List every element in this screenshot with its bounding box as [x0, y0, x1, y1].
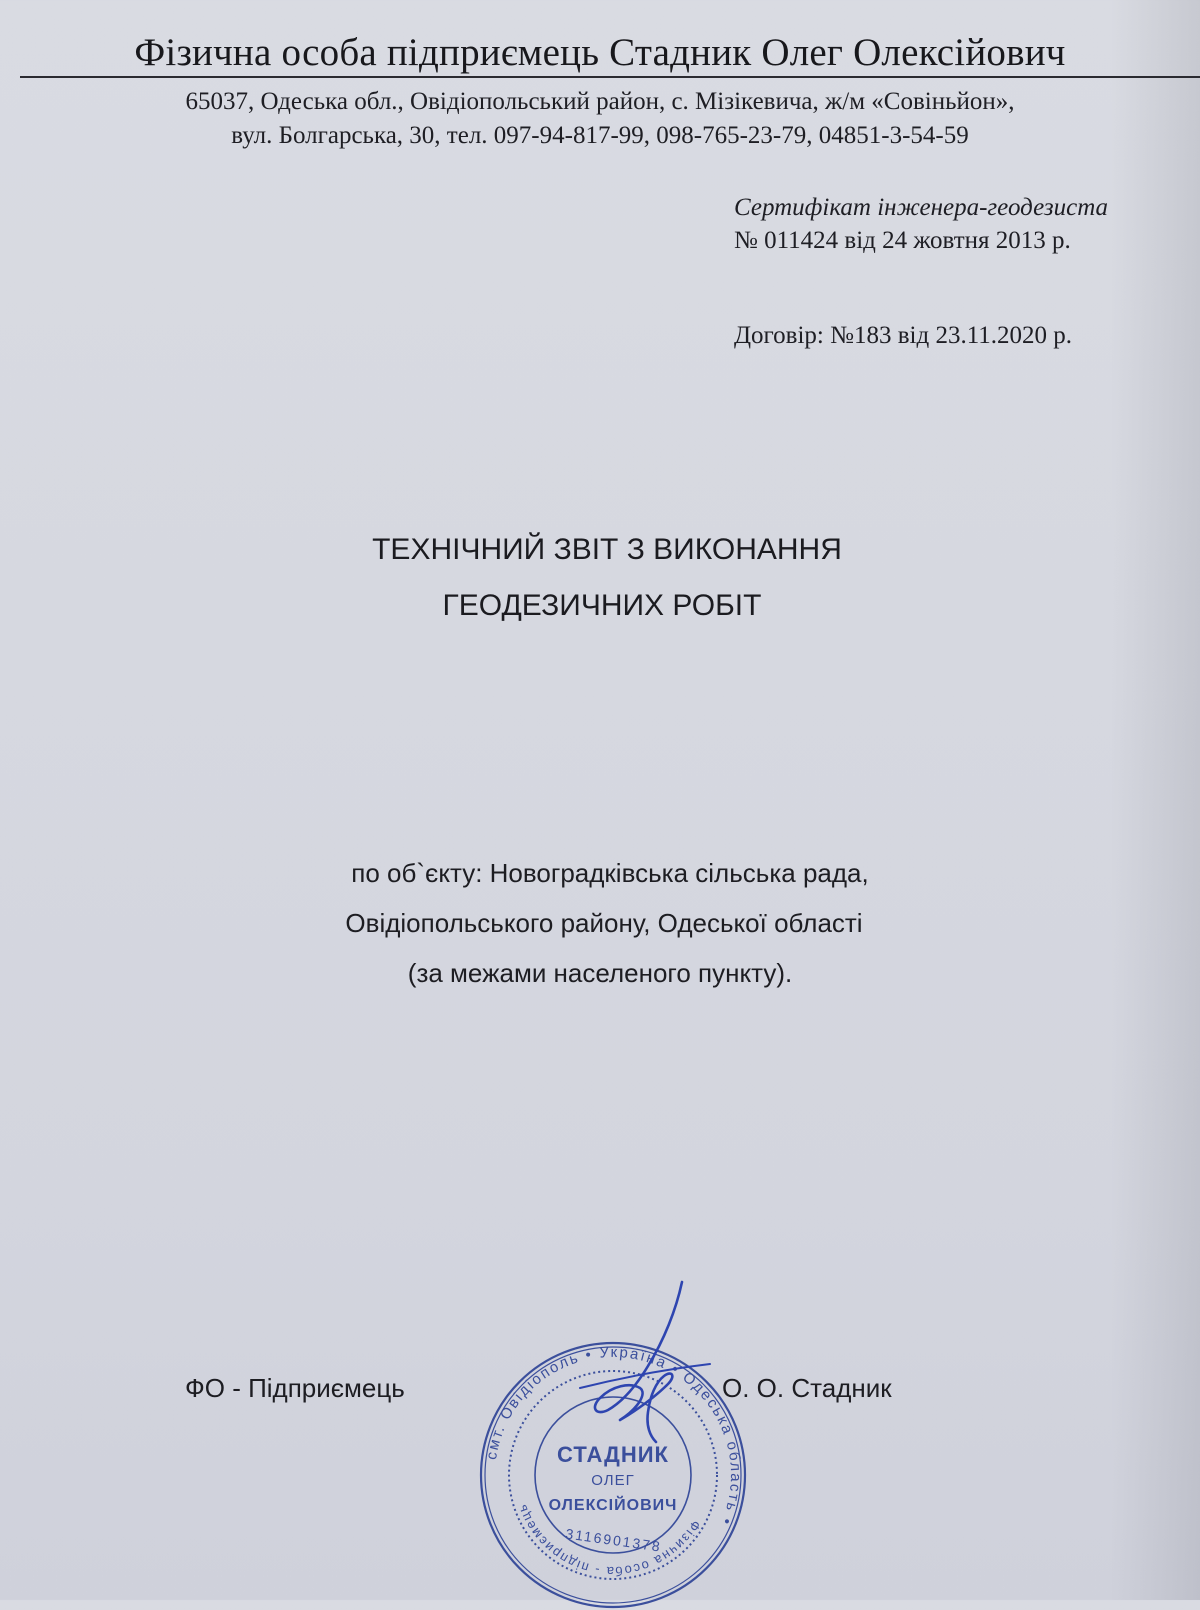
object-description [0, 848, 1200, 998]
certificate-number: № 011424 від 24 жовтня 2013 р. [734, 227, 1071, 254]
header-divider [20, 76, 1200, 78]
seal-inner-text: Фізична особа - підприємець [513, 1501, 704, 1580]
report-title [0, 522, 1200, 634]
handwritten-signature [560, 1270, 730, 1450]
signature-name: О. О. Стадник [722, 1373, 892, 1403]
contract-line: Договір: №183 від 23.11.2020 р. [734, 322, 1073, 349]
seal-center-surname: СТАДНИК [557, 1442, 669, 1467]
header-address [0, 85, 1200, 153]
signature-role: ФО - Підприємець [185, 1373, 405, 1403]
report-title-line-2: ГЕОДЕЗИЧНИХ РОБІТ [442, 589, 762, 622]
object-line-1: по об`єкту: Новоградківська сільська рада, [351, 858, 869, 888]
address-line-2: вул. Болгарська, 30, тел. 097-94-817-99, 098-765-23-79, 04851-3-54-59 [231, 122, 969, 149]
seal-center-first-name: ОЛЕГ [591, 1472, 635, 1489]
object-line-3: (за межами населеного пункту). [407, 958, 793, 988]
certificate-block [734, 191, 1174, 257]
certificate-title: Сертифікат інженера-геодезиста [734, 194, 1109, 221]
address-line-1: 65037, Одеська обл., Овідіопольський район, с. Мізікевича, ж/м «Совіньйон», [185, 88, 1015, 115]
header-entrepreneur-name: Фізична особа підприємець Стадник Олег Олексійович [134, 31, 1066, 74]
report-title-line-1: ТЕХНІЧНИЙ ЗВІТ З ВИКОНАННЯ [372, 533, 842, 566]
seal-code: 3116901378 [564, 1525, 663, 1555]
seal-outer-text: смт. Овідіополь • Україна • Одеська область • [483, 1343, 745, 1529]
object-line-2: Овідіопольського району, Одеської області [345, 908, 863, 938]
seal-center-patronymic: ОЛЕКСІЙОВИЧ [548, 1497, 678, 1514]
